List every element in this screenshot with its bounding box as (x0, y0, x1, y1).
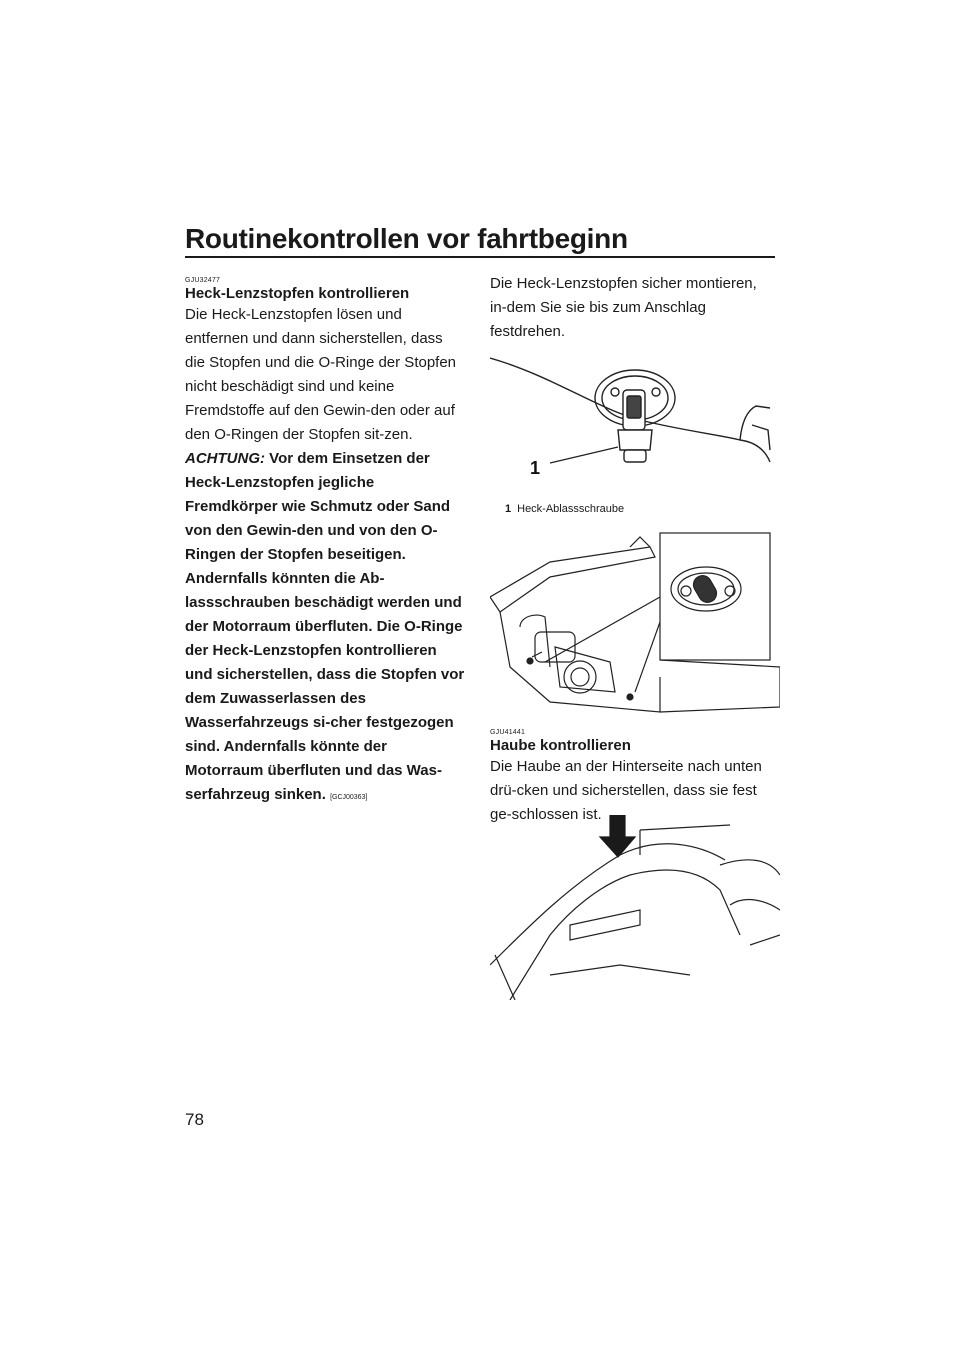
engine-compartment-illustration (490, 527, 780, 717)
page-number: 78 (185, 1110, 204, 1129)
section-code-haube: GJU41441 (490, 729, 526, 736)
caption-text: Heck-Ablassschraube (517, 503, 625, 515)
callout-1: 1 (530, 458, 541, 478)
section-heading-lenzstopfen: Heck-Lenzstopfen kontrollieren (185, 285, 410, 302)
drain-plug-illustration (490, 350, 780, 490)
header-rule (185, 256, 775, 258)
warning-ref-code: [GCJ00363] (330, 794, 368, 801)
left-column (185, 272, 465, 810)
section-code: GJU32477 (185, 277, 221, 284)
section-body (185, 303, 465, 810)
section-heading-haube: Haube kontrollieren (490, 737, 631, 754)
right-column (490, 272, 770, 344)
warning-label: ACHTUNG: (185, 450, 265, 467)
hood-illustration (490, 815, 780, 1000)
caption-number: 1 (505, 503, 512, 515)
figure-caption (505, 503, 624, 515)
page-title: Routinekontrollen vor fahrtbeginn (185, 223, 628, 254)
install-instruction: Die Heck-Lenzstopfen sicher montieren, in-dem Sie sie bis zum Anschlag festdrehen. (490, 275, 757, 340)
warning-text: Vor dem Einsetzen der Heck-Lenzstopfen jegliche Fremdkörper wie Schmutz oder Sand von den Gewin-den und von den O-Ringen der Stopfen beseitigen. Andernfalls könnten die Ab-lassschrauben beschädigt werden und der Motorraum überfluten. Die O-Ringe der Heck-Lenzstopfen kontrollieren und sicherstellen, dass die Stopfen vor dem Zuwasserlassen des Wasserfahrzeugs si-cher festgezogen sind. Andernfalls könnte der Motorraum überfluten und das Was-serfahrzeug sinken. (185, 450, 465, 803)
page-header (185, 222, 775, 256)
body-paragraph: Die Heck-Lenzstopfen lösen und entfernen und dann sicherstellen, dass die Stopfen und die O-Ringe der Stopfen nicht beschädigt sind und keine Fremdstoffe auf den Gewin-den oder auf den O-Ringen der Stopfen sit-zen. (185, 306, 457, 443)
section-body-haube: Die Haube an der Hinterseite nach unten drü-cken und sicherstellen, dass sie fest ge-schlossen ist. (490, 758, 762, 823)
section-haube (490, 724, 780, 827)
